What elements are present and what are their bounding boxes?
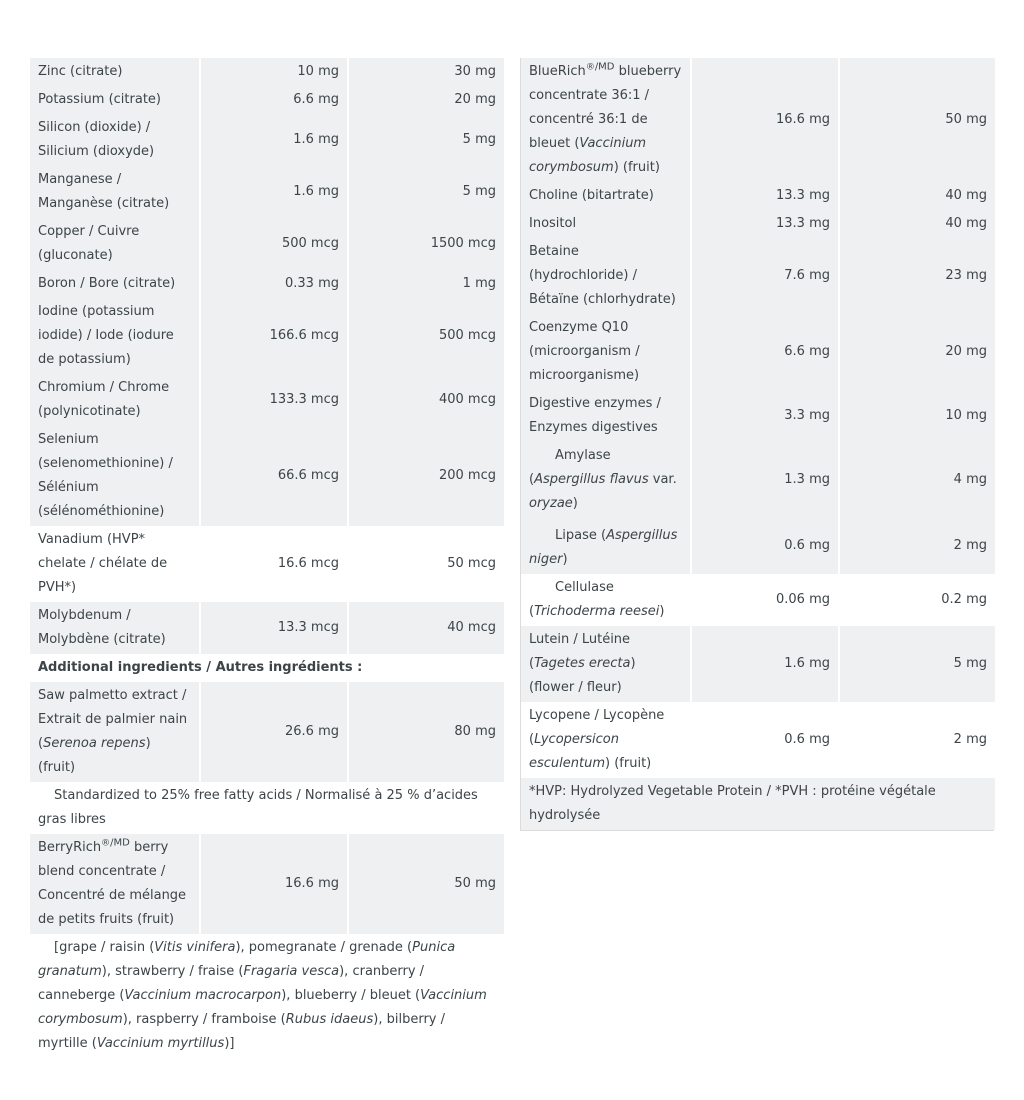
ingredient-name: Lutein / Lutéine (Tagetes erecta) (flower / fleur) [521,626,691,702]
amount-per-day: 50 mcg [348,526,504,602]
amount-per-serving: 1.6 mg [200,166,348,218]
amount-per-serving: 500 mcg [200,218,348,270]
ingredient-name: Lycopene / Lycopène (Lycopersicon esculentum) (fruit) [521,702,691,778]
amount-per-day: 23 mg [839,238,995,314]
table-row [30,298,504,374]
amount-per-serving: 166.6 mcg [200,298,348,374]
amount-per-day: 5 mg [839,626,995,702]
ingredient-name: Silicon (dioxide) / Silicium (dioxyde) [30,114,200,166]
amount-per-serving: 16.6 mcg [200,526,348,602]
standardization-note: Standardized to 25% free fatty acids / Normalisé à 25 % d’acides gras libres [30,782,504,834]
table-row [521,390,995,442]
amount-per-serving: 1.6 mg [200,114,348,166]
table-row [30,374,504,426]
amount-per-day: 50 mg [839,58,995,182]
amount-per-day: 4 mg [839,442,995,518]
amount-per-serving: 10 mg [200,58,348,86]
ingredient-name: Cellulase (Trichoderma reesei) [521,574,691,626]
amount-per-day: 2 mg [839,702,995,778]
amount-per-day: 20 mg [348,86,504,114]
amount-per-day: 10 mg [839,390,995,442]
table-row [30,166,504,218]
table-row [30,86,504,114]
table-row [30,218,504,270]
ingredient-name: Digestive enzymes / Enzymes digestives [521,390,691,442]
amount-per-day: 50 mg [348,834,504,934]
additional-ingredients-heading: Additional ingredients / Autres ingrédients : [30,654,504,682]
ingredient-name: Lipase (Aspergillus niger) [521,518,691,574]
ingredient-name: Zinc (citrate) [30,58,200,86]
amount-per-serving: 133.3 mcg [200,374,348,426]
table-row [30,114,504,166]
ingredient-name: Copper / Cuivre (gluconate) [30,218,200,270]
ingredient-name: Boron / Bore (citrate) [30,270,200,298]
amount-per-serving: 6.6 mg [691,314,839,390]
amount-per-day: 40 mcg [348,602,504,654]
table-row [521,702,995,778]
ingredient-name: Saw palmetto extract / Extrait de palmier nain (Serenoa repens) (fruit) [30,682,200,782]
amount-per-serving: 26.6 mg [200,682,348,782]
amount-per-day: 40 mg [839,182,995,210]
amount-per-serving: 1.3 mg [691,442,839,518]
table-row [521,182,995,210]
table-row [30,270,504,298]
table-row [30,834,504,934]
section-heading-row [30,654,504,682]
table-row [521,314,995,390]
amount-per-serving: 0.6 mg [691,702,839,778]
amount-per-serving: 0.6 mg [691,518,839,574]
amount-per-day: 2 mg [839,518,995,574]
ingredient-name: Chromium / Chrome (polynicotinate) [30,374,200,426]
table-row [521,626,995,702]
ingredient-name: Iodine (potassium iodide) / Iode (iodure de potassium) [30,298,200,374]
amount-per-day: 500 mcg [348,298,504,374]
ingredient-name: Coenzyme Q10 (microorganism / microorganisme) [521,314,691,390]
amount-per-day: 5 mg [348,114,504,166]
table-row [521,574,995,626]
table-row [521,518,995,574]
amount-per-serving: 0.06 mg [691,574,839,626]
footnote-row [521,778,995,830]
amount-per-serving: 6.6 mg [200,86,348,114]
table-row [30,426,504,526]
ingredient-name: Vanadium (HVP* chelate / chélate de PVH*) [30,526,200,602]
amount-per-serving: 0.33 mg [200,270,348,298]
table-row [521,210,995,238]
berry-blend-list: [grape / raisin (Vitis vinifera), pomegranate / grenade (Punica granatum), strawberry / fraise (Fragaria vesca), cranberry / canneberge (Vaccinium macrocarpon), blueberry / bleuet (Vaccinium corymbosum), raspberry / framboise (Rubus idaeus), bilberry / myrtille (Vaccinium myrtillus)] [30,934,504,1058]
amount-per-day: 40 mg [839,210,995,238]
ingredients-table-right [520,58,994,831]
ingredient-name: Manganese / Manganèse (citrate) [30,166,200,218]
table-row [30,526,504,602]
table-row [30,934,504,1058]
amount-per-serving: 16.6 mg [200,834,348,934]
amount-per-serving: 1.6 mg [691,626,839,702]
amount-per-serving: 7.6 mg [691,238,839,314]
table-row [30,782,504,834]
table-row [521,58,995,182]
ingredient-name: Betaine (hydrochloride) / Bétaïne (chlorhydrate) [521,238,691,314]
hvp-footnote: *HVP: Hydrolyzed Vegetable Protein / *PVH : protéine végétale hydrolysée [521,778,995,830]
table-row [521,442,995,518]
amount-per-day: 1 mg [348,270,504,298]
amount-per-day: 400 mcg [348,374,504,426]
amount-per-day: 200 mcg [348,426,504,526]
table-row [30,58,504,86]
ingredient-name: Inositol [521,210,691,238]
ingredient-name: Molybdenum / Molybdène (citrate) [30,602,200,654]
table-row [30,602,504,654]
amount-per-serving: 66.6 mcg [200,426,348,526]
amount-per-serving: 3.3 mg [691,390,839,442]
table-row [30,682,504,782]
ingredient-name: BerryRich$^{®/MD}$ berry blend concentrate / Concentré de mélange de petits fruits (fruit) [30,834,200,934]
amount-per-day: 20 mg [839,314,995,390]
table-row [521,238,995,314]
amount-per-serving: 13.3 mcg [200,602,348,654]
ingredient-name: BlueRich$^{®/MD}$ blueberry concentrate 36:1 / concentré 36:1 de bleuet (Vaccinium corymbosum) (fruit) [521,58,691,182]
ingredient-name: Potassium (citrate) [30,86,200,114]
amount-per-day: 5 mg [348,166,504,218]
amount-per-day: 1500 mcg [348,218,504,270]
ingredient-name: Amylase (Aspergillus flavus var. oryzae) [521,442,691,518]
ingredient-name: Choline (bitartrate) [521,182,691,210]
amount-per-day: 0.2 mg [839,574,995,626]
ingredient-name: Selenium (selenomethionine) / Sélénium (sélénométhionine) [30,426,200,526]
amount-per-serving: 13.3 mg [691,210,839,238]
amount-per-serving: 16.6 mg [691,58,839,182]
amount-per-serving: 13.3 mg [691,182,839,210]
ingredients-table-left [30,58,504,1058]
amount-per-day: 30 mg [348,58,504,86]
amount-per-day: 80 mg [348,682,504,782]
